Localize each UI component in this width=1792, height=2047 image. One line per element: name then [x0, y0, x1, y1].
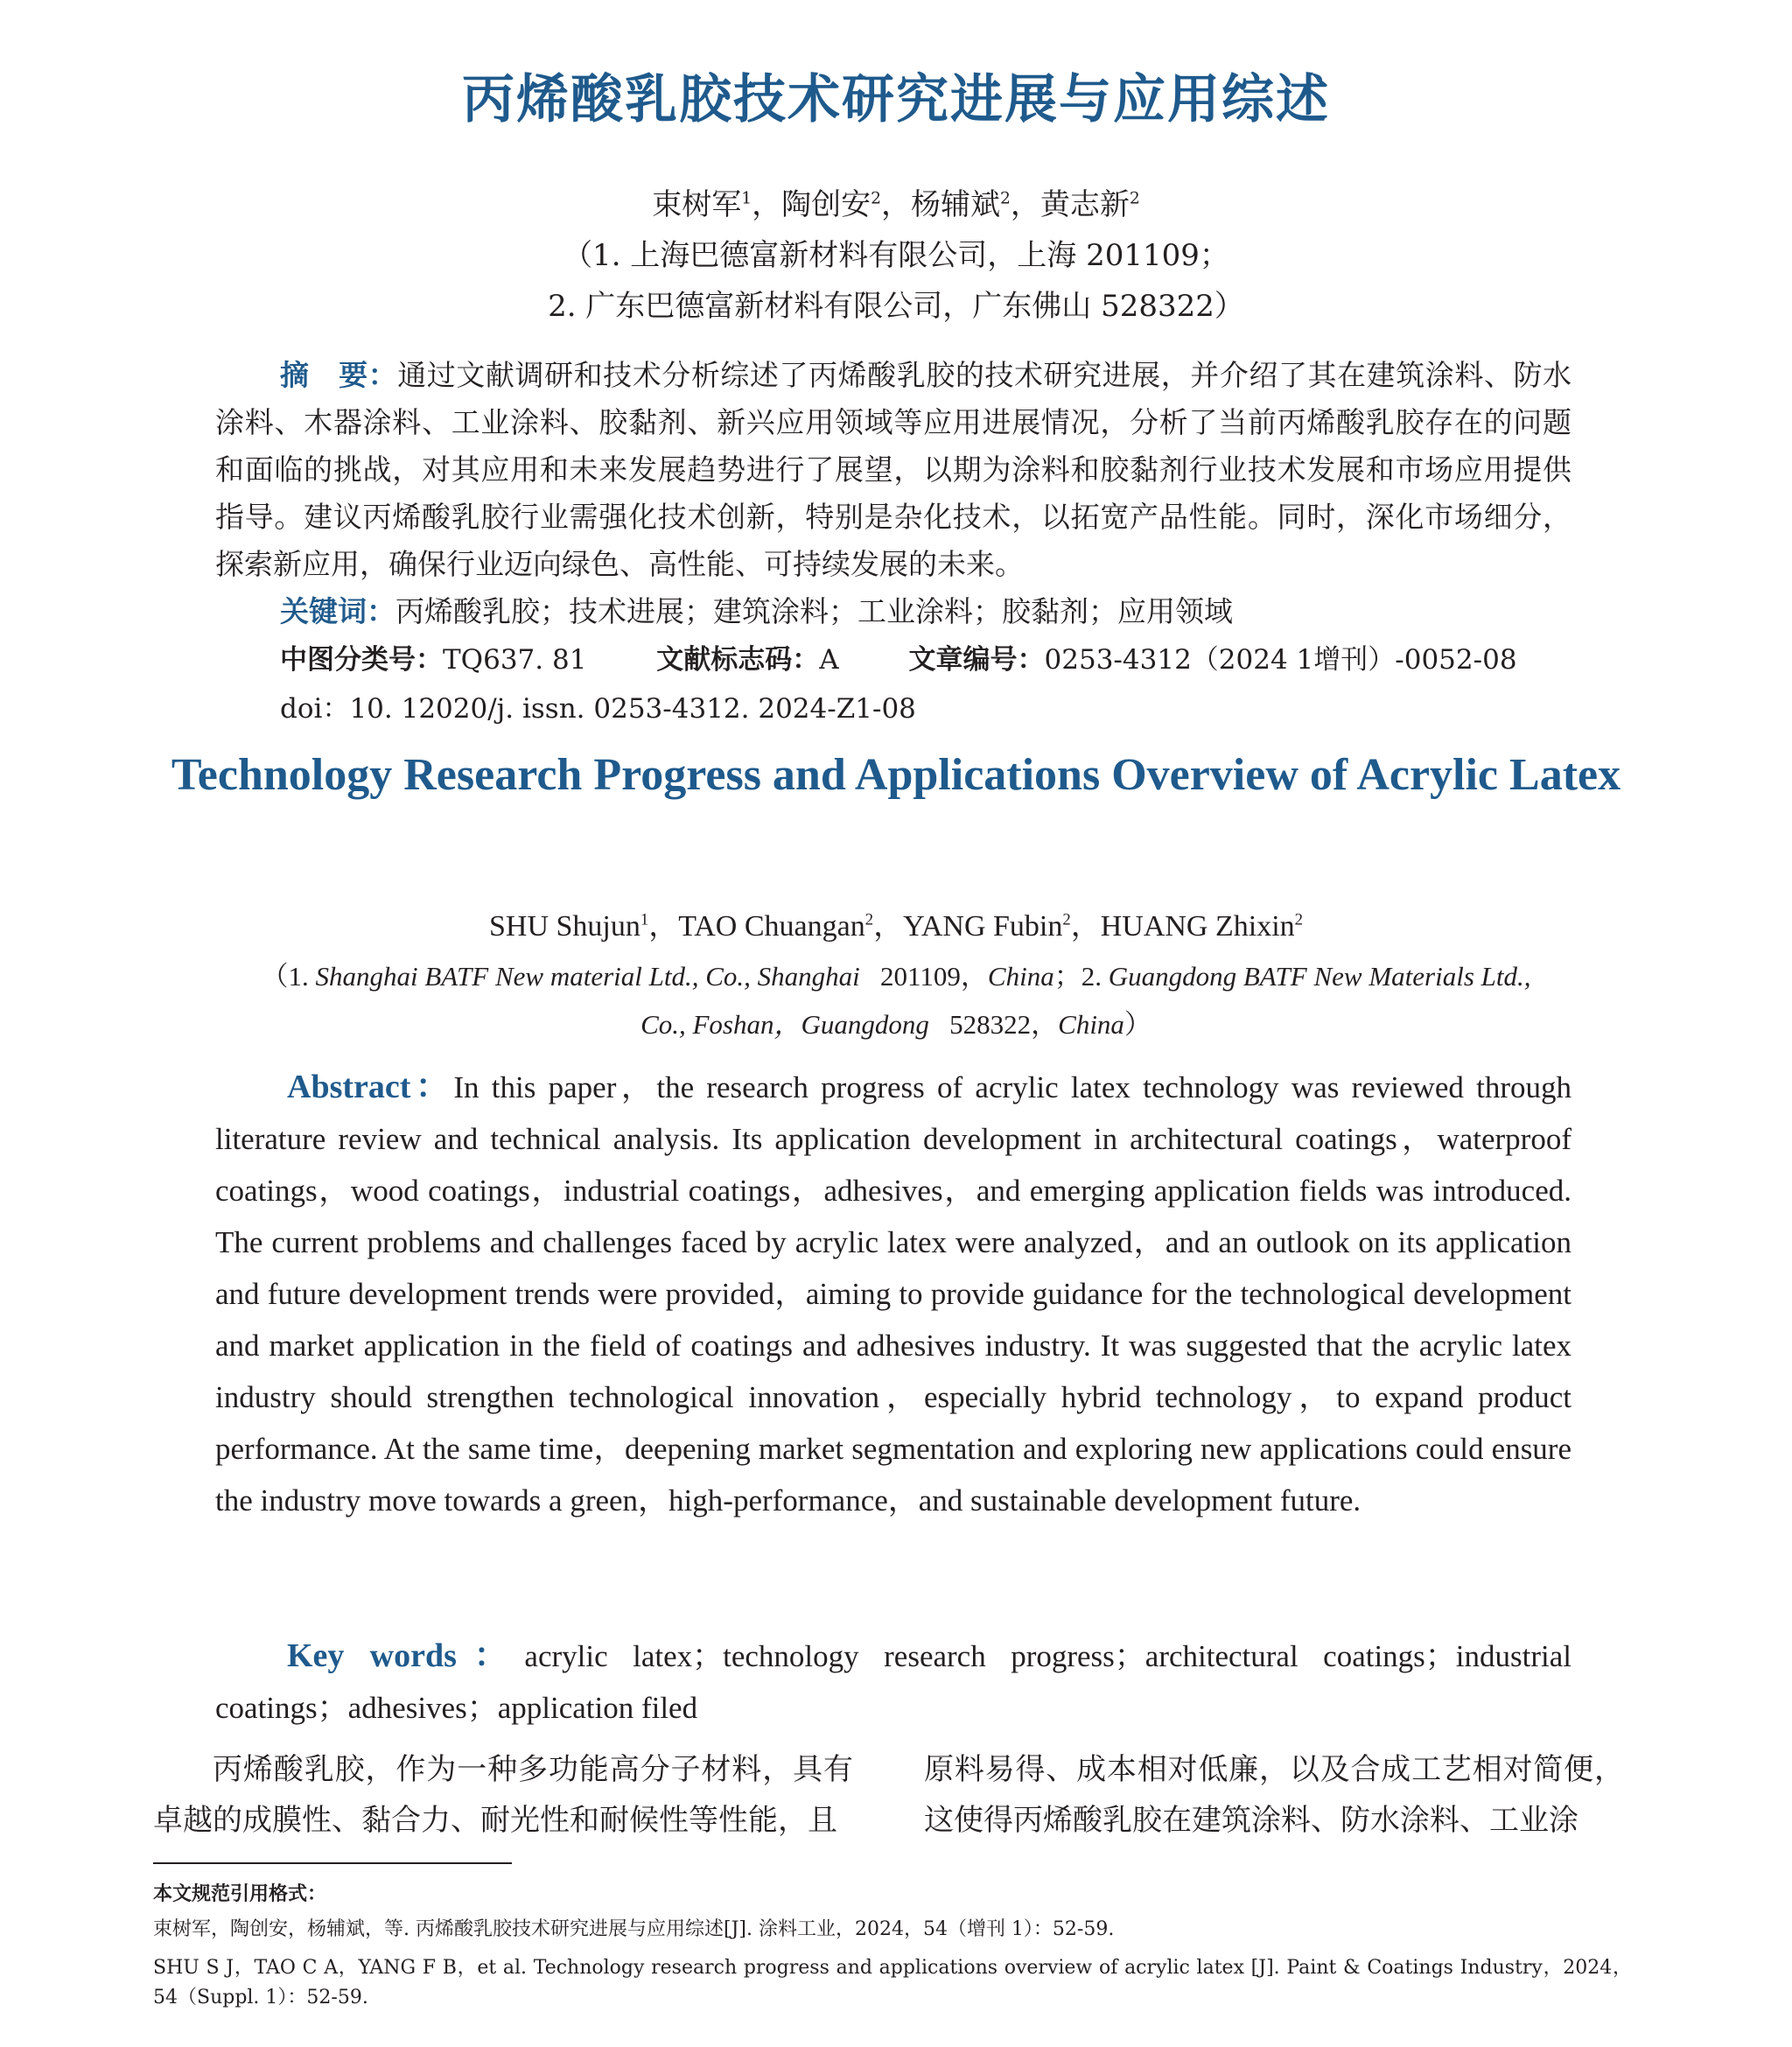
cn-keywords-label: 关键词：	[280, 594, 396, 628]
en-title: Technology Research Progress and Applications Overview of Acrylic Latex	[171, 750, 1621, 800]
cn-abstract-text: 通过文献调研和技术分析综述了丙烯酸乳胶的技术研究进展，并介绍了其在建筑涂料、防水涂料、木器涂料、工业涂料、胶黏剂、新兴应用领域等应用进展情况，分析了当前丙烯酸乳胶存在的问题和面临的挑战，对其应用和未来发展趋势进行了展望，以期为涂料和胶黏剂行业技术发展和市场应用提供指导。建议丙烯酸乳胶行业需强化技术创新，特别是杂化技术，以拓宽产品性能。同时，深化市场细分，探索新应用，确保行业迈向绿色、高性能、可持续发展的未来。	[215, 358, 1572, 581]
author-aff: 2	[1062, 910, 1071, 929]
author-name: HUANG Zhixin	[1100, 910, 1295, 943]
cn-abstract-label: 摘 要：	[280, 358, 398, 392]
author-aff: 2	[864, 910, 874, 929]
en-aff-2-country: China	[1058, 1009, 1124, 1040]
article-number-value: 0253-4312（2024 1增刊）-0052-08	[1044, 644, 1517, 676]
author-aff: 1	[741, 189, 752, 208]
doc-code-label: 文献标志码：	[656, 644, 820, 676]
cn-title: 丙烯酸乳胶技术研究进展与应用综述	[462, 69, 1330, 130]
en-affiliation-line-2	[0, 1002, 1792, 1041]
author-aff: 1	[640, 910, 649, 929]
en-aff-2-city: Co., Foshan，Guangdong	[640, 1009, 929, 1040]
author-name: 束树军	[652, 187, 742, 222]
author-aff: 2	[1129, 189, 1140, 208]
citation-en: SHU S J，TAO C A，YANG F B，et al. Technology research progress and applications overview of acrylic latex [J]. Paint & Coatings Industry，2024，54（Suppl. 1）：52-59.	[153, 1957, 1632, 2008]
author-name: 杨辅斌	[911, 187, 1000, 222]
cn-affiliation-2: 2. 广东巴德富新材料有限公司，广东佛山 528322）	[548, 289, 1244, 324]
en-abstract-label: Abstract：	[287, 1069, 454, 1105]
body-column-left: 丙烯酸乳胶，作为一种多功能高分子材料，具有卓越的成膜性、黏合力、耐光性和耐候性等性能，且	[153, 1752, 853, 1838]
en-abstract-text: In this paper，the research progress of acrylic latex technology was reviewed through literature review and technical analysis. Its application development in architectural coatings，waterproof coatings，wood coatings，industrial coatings，adhesives，and emerging application fields was introduced. The current problems and challenges faced by acrylic latex were analyzed，and an outlook on its application and future development trends were provided，aiming to provide guidance for the technological development and market application in the field of coatings and adhesives industry. It was suggested that the acrylic latex industry should strengthen technological innovation，especially hybrid technology，to expand product performance. At the same time，deepening market segmentation and exploring new applications could ensure the industry move towards a green，high-performance，and sustainable development future.	[215, 1070, 1572, 1518]
en-abstract	[215, 1062, 1572, 1526]
en-affiliation-line-1	[0, 954, 1792, 993]
en-aff-1: Shanghai BATF New material Ltd., Co., Shanghai	[315, 961, 860, 992]
author-aff: 2	[1000, 189, 1011, 208]
en-authors: SHU Shujun$^1$，TAO Chuangan$^2$，YANG Fubin$^2$，HUANG Zhixin$^2$	[488, 910, 1303, 943]
cn-abstract	[215, 352, 1572, 588]
clc-value: TQ637. 81	[443, 644, 587, 676]
aff-number: ；2.	[1054, 961, 1109, 992]
doi-label: doi：	[280, 693, 350, 725]
clc-label: 中图分类号：	[280, 644, 443, 676]
author-aff: 2	[1294, 910, 1303, 929]
author-name: 黄志新	[1040, 187, 1130, 222]
doi-value: 10. 12020/j. issn. 0253-4312. 2024-Z1-08	[349, 693, 916, 725]
cn-keywords	[280, 588, 1572, 635]
en-aff-1-code: 201109，	[880, 961, 988, 992]
author-name: YANG Fubin	[903, 910, 1063, 943]
en-keywords-label: Key words：	[287, 1637, 525, 1674]
cn-keywords-text: 丙烯酸乳胶；技术进展；建筑涂料；工业涂料；胶黏剂；应用领域	[396, 594, 1233, 628]
cn-affiliation-1: （1. 上海巴德富新材料有限公司，上海 201109；	[563, 238, 1229, 273]
doi-line	[280, 686, 916, 726]
en-aff-2-code: 528322，	[949, 1009, 1059, 1040]
classification-line	[280, 637, 1578, 676]
citation-cn: 束树军，陶创安，杨辅斌，等. 丙烯酸乳胶技术研究进展与应用综述[J]. 涂料工业，2024，54（增刊 1）：52-59.	[153, 1918, 1115, 1940]
citation-heading: 本文规范引用格式：	[153, 1883, 327, 1905]
en-aff-1-country: China	[987, 961, 1054, 992]
article-number-label: 文章编号：	[908, 644, 1045, 676]
author-name: TAO Chuangan	[678, 910, 865, 943]
footnote-divider	[153, 1862, 512, 1864]
aff-close: ）	[1124, 1009, 1152, 1040]
body-column-right: 原料易得、成本相对低廉，以及合成工艺相对简便，这使得丙烯酸乳胶在建筑涂料、防水涂料、工业涂	[924, 1752, 1624, 1838]
en-aff-2: Guangdong BATF New Materials Ltd.,	[1108, 961, 1531, 992]
author-name: SHU Shujun	[488, 910, 640, 943]
author-name: 陶创安	[781, 187, 872, 222]
en-keywords	[215, 1630, 1572, 1734]
en-keywords-text: acrylic latex；technology research progress；architectural coatings；industrial coatings；adhesives；application filed	[215, 1639, 1572, 1725]
author-aff: 2	[871, 189, 881, 208]
doc-code-value: A	[819, 644, 839, 676]
cn-authors: 束树军$^1$，陶创安$^2$，杨辅斌$^2$，黄志新$^2$	[652, 187, 1140, 222]
aff-number: （1.	[261, 961, 316, 992]
